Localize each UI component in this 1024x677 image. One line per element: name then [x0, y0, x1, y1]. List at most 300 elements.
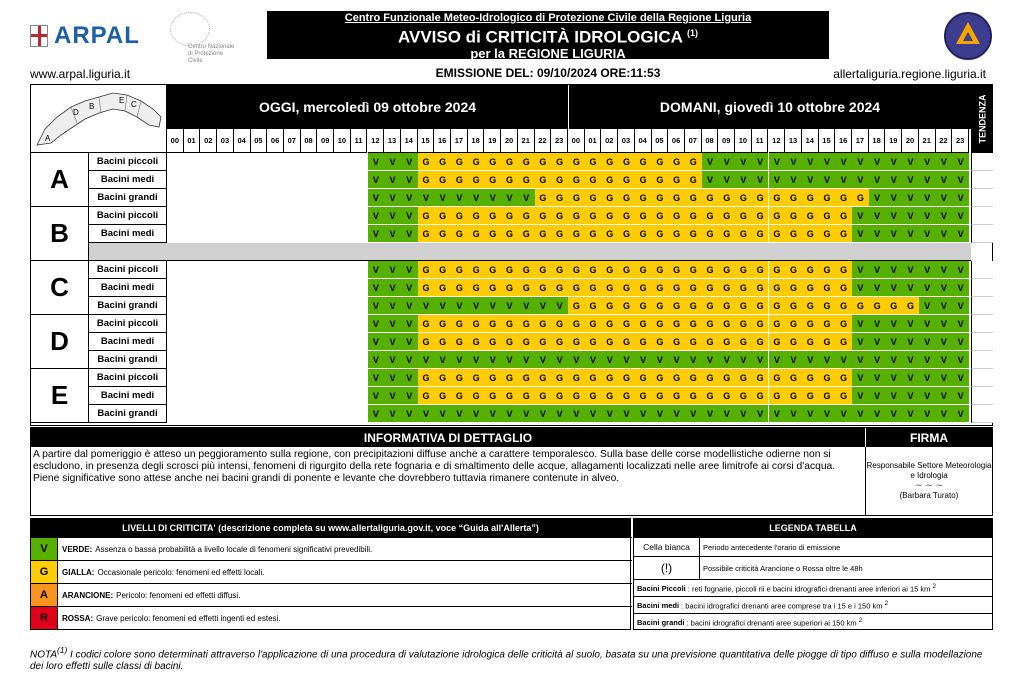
alert-cell — [234, 333, 251, 351]
alert-cell: G — [501, 225, 518, 243]
hour-header: 19 — [885, 129, 902, 153]
day-header-tomorrow: DOMANI, giovedì 10 ottobre 2024 — [569, 85, 971, 129]
alert-cell: V — [952, 369, 969, 387]
alert-cell: G — [635, 333, 652, 351]
alert-cell: V — [401, 387, 418, 405]
alert-cell: V — [702, 171, 719, 189]
alert-cell: V — [919, 333, 936, 351]
alert-cell: G — [601, 207, 618, 225]
alert-cell: G — [451, 171, 468, 189]
title-text: AVVISO di CRITICITÀ IDROLOGICA — [397, 27, 683, 47]
alert-row — [167, 225, 969, 243]
alert-cell: V — [952, 405, 969, 423]
alert-cell: V — [852, 207, 869, 225]
alert-cell: V — [919, 405, 936, 423]
alert-cell: G — [451, 261, 468, 279]
legend-piccoli-desc: : reti fognarie, piccoli rii e bacini idrografici drenanti aree inferiori ai 15 km — [687, 584, 931, 594]
alert-cell: G — [835, 297, 852, 315]
alert-cell: V — [852, 225, 869, 243]
basin-label: Bacini medi — [89, 279, 167, 297]
alert-cell: V — [919, 369, 936, 387]
alert-cell: G — [785, 315, 802, 333]
alert-cell: G — [568, 207, 585, 225]
alert-cell: G — [451, 387, 468, 405]
alert-cell — [167, 261, 184, 279]
alert-cell: V — [852, 261, 869, 279]
alert-cell: G — [451, 279, 468, 297]
alert-cell: V — [936, 315, 953, 333]
alert-cell — [167, 315, 184, 333]
liguria-map-icon — [33, 87, 165, 151]
alert-cell: V — [852, 351, 869, 369]
alert-cell — [200, 279, 217, 297]
legend-row-grandi — [634, 613, 992, 630]
alert-cell: G — [735, 189, 752, 207]
alert-cell: V — [885, 369, 902, 387]
alert-cell: V — [952, 279, 969, 297]
alert-row — [167, 315, 969, 333]
alert-cell — [317, 207, 334, 225]
alert-cell — [200, 189, 217, 207]
alert-cell: G — [418, 225, 435, 243]
basin-label: Bacini grandi — [89, 351, 167, 369]
alert-cell: V — [568, 405, 585, 423]
alert-cell — [351, 387, 368, 405]
alert-cell: G — [785, 207, 802, 225]
alert-cell — [317, 225, 334, 243]
alert-cell — [267, 315, 284, 333]
hour-header: 08 — [301, 129, 318, 153]
alert-cell — [351, 405, 368, 423]
alert-cell: G — [702, 261, 719, 279]
alert-cell: V — [819, 153, 836, 171]
alert-cell: G — [668, 369, 685, 387]
alert-cell: G — [585, 189, 602, 207]
alert-cell — [184, 189, 201, 207]
alert-cell — [301, 153, 318, 171]
alert-cell: G — [668, 297, 685, 315]
hour-header: 09 — [317, 129, 334, 153]
alert-cell — [267, 279, 284, 297]
alert-cell: G — [535, 315, 552, 333]
alert-cell: V — [601, 351, 618, 369]
level-row — [31, 583, 632, 606]
alert-cell: V — [384, 225, 401, 243]
alert-cell: V — [869, 369, 886, 387]
alert-cell — [351, 189, 368, 207]
alert-cell: G — [635, 153, 652, 171]
alert-cell: V — [401, 153, 418, 171]
alert-cell: G — [484, 207, 501, 225]
map-label-d: D — [73, 108, 79, 117]
alert-cell: G — [501, 315, 518, 333]
alert-cell: G — [752, 261, 769, 279]
alert-cell: G — [702, 297, 719, 315]
alert-cell — [200, 351, 217, 369]
tendenza-cell — [971, 225, 993, 243]
alert-cell: G — [752, 315, 769, 333]
alert-cell: V — [869, 207, 886, 225]
hour-header: 12 — [368, 129, 385, 153]
alert-cell — [167, 207, 184, 225]
alert-cell: V — [919, 261, 936, 279]
alert-cell: V — [368, 387, 385, 405]
alert-cell: V — [869, 315, 886, 333]
alert-cell: V — [568, 351, 585, 369]
hour-header: 17 — [451, 129, 468, 153]
hour-header: 00 — [568, 129, 585, 153]
alert-cell: G — [869, 297, 886, 315]
alert-cell: G — [618, 189, 635, 207]
alert-cell: G — [518, 369, 535, 387]
alert-cell: G — [434, 171, 451, 189]
alert-cell: G — [702, 207, 719, 225]
alert-cell: G — [535, 387, 552, 405]
alert-cell: G — [802, 369, 819, 387]
alert-cell: G — [434, 369, 451, 387]
alert-cell — [284, 225, 301, 243]
alert-cell: G — [785, 279, 802, 297]
hour-header: 11 — [752, 129, 769, 153]
alert-cell: G — [802, 261, 819, 279]
alert-cell — [334, 189, 351, 207]
tendenza-cell — [971, 369, 993, 387]
alert-cell: V — [401, 315, 418, 333]
alert-cell: G — [568, 369, 585, 387]
alert-cell: G — [685, 279, 702, 297]
hour-header: 22 — [936, 129, 953, 153]
alert-cell — [351, 153, 368, 171]
alert-cell: G — [835, 315, 852, 333]
alert-cell: V — [635, 351, 652, 369]
basin-label: Bacini medi — [89, 333, 167, 351]
hour-header: 17 — [852, 129, 869, 153]
hour-header: 16 — [835, 129, 852, 153]
tendenza-cell — [971, 261, 993, 279]
alert-cell — [234, 279, 251, 297]
alert-cell — [184, 387, 201, 405]
alert-cell: G — [551, 189, 568, 207]
alert-cell: V — [551, 405, 568, 423]
alert-cell: G — [819, 297, 836, 315]
alert-cell: V — [936, 387, 953, 405]
hour-header: 14 — [401, 129, 418, 153]
alert-cell: V — [885, 387, 902, 405]
alert-cell: V — [484, 189, 501, 207]
alert-cell: G — [618, 153, 635, 171]
alert-cell: V — [902, 405, 919, 423]
alert-cell: G — [551, 261, 568, 279]
alert-cell: G — [785, 189, 802, 207]
alert-cell: V — [785, 171, 802, 189]
alert-cell: G — [585, 261, 602, 279]
alert-cell: V — [384, 369, 401, 387]
alert-cell: V — [902, 261, 919, 279]
tendenza-header — [971, 85, 993, 153]
alert-cell: V — [368, 315, 385, 333]
alert-cell: V — [401, 405, 418, 423]
alert-cell — [267, 225, 284, 243]
hour-header: 09 — [718, 129, 735, 153]
alert-row — [167, 297, 969, 315]
alert-cell: V — [468, 405, 485, 423]
alert-cell: V — [601, 405, 618, 423]
alert-cell: G — [785, 261, 802, 279]
alert-cell: G — [635, 279, 652, 297]
alert-cell — [217, 333, 234, 351]
alert-cell: G — [819, 189, 836, 207]
alert-cell: V — [952, 387, 969, 405]
alert-cell: V — [368, 333, 385, 351]
alert-cell: G — [835, 207, 852, 225]
legend-medi-desc: : bacini idrografici drenanti aree comprese tra i 15 e i 150 km — [681, 601, 883, 611]
zone-label: C — [31, 261, 89, 315]
hour-header: 01 — [184, 129, 201, 153]
alert-cell — [301, 351, 318, 369]
alert-cell: V — [384, 333, 401, 351]
alert-row — [167, 153, 969, 171]
criticality-levels — [30, 518, 631, 630]
alert-cell: G — [601, 387, 618, 405]
alert-cell: V — [401, 171, 418, 189]
alert-cell: V — [769, 153, 786, 171]
alert-cell — [334, 405, 351, 423]
alert-cell: V — [401, 225, 418, 243]
alert-cell: V — [484, 405, 501, 423]
legend-desc-white: Periodo antecedente l'orario di emissione — [703, 542, 841, 552]
alert-cell — [334, 297, 351, 315]
alert-cell: V — [468, 351, 485, 369]
alert-cell: G — [718, 279, 735, 297]
alert-cell — [334, 369, 351, 387]
alert-cell: G — [618, 315, 635, 333]
alert-cell: V — [384, 387, 401, 405]
alert-cell: V — [368, 153, 385, 171]
alert-cell: G — [451, 207, 468, 225]
alert-cell: V — [368, 207, 385, 225]
alert-cell: V — [936, 207, 953, 225]
alert-cell: V — [835, 405, 852, 423]
alert-cell: V — [885, 333, 902, 351]
alert-cell: V — [652, 351, 669, 369]
alert-cell — [217, 225, 234, 243]
alert-cell: G — [718, 225, 735, 243]
map-label-a: A — [45, 134, 51, 143]
alert-cell: G — [769, 297, 786, 315]
alert-cell: G — [568, 189, 585, 207]
alert-cell — [234, 297, 251, 315]
hour-header: 22 — [535, 129, 552, 153]
alert-cell: G — [568, 261, 585, 279]
alert-cell: G — [618, 225, 635, 243]
alert-row — [167, 351, 969, 369]
alert-cell: V — [852, 333, 869, 351]
signer-role: Responsabile Settore Meteorologia e Idrologia — [866, 461, 992, 480]
alert-cell: V — [368, 279, 385, 297]
alert-cell: G — [819, 387, 836, 405]
alert-cell — [317, 333, 334, 351]
map-label-b: B — [89, 102, 95, 111]
alert-cell: G — [518, 225, 535, 243]
alert-cell: V — [819, 351, 836, 369]
alert-cell: V — [802, 171, 819, 189]
hour-header: 10 — [334, 129, 351, 153]
alert-cell: G — [835, 225, 852, 243]
alert-cell — [267, 171, 284, 189]
alert-cell: G — [752, 297, 769, 315]
alert-cell: G — [668, 261, 685, 279]
alert-cell: V — [869, 171, 886, 189]
alert-cell: G — [468, 207, 485, 225]
exclamation-icon: (!) — [634, 557, 700, 579]
alert-cell: G — [819, 207, 836, 225]
alert-cell: G — [418, 333, 435, 351]
alert-cell: V — [384, 261, 401, 279]
alert-cell: G — [735, 297, 752, 315]
level-row — [31, 537, 632, 560]
alert-cell — [200, 153, 217, 171]
level-desc: Occasionale pericolo: fenomeni ed effetti locali. — [97, 567, 265, 577]
alert-cell — [301, 261, 318, 279]
alert-cell: V — [401, 261, 418, 279]
alert-cell: G — [769, 387, 786, 405]
alert-cell — [267, 369, 284, 387]
alert-cell: G — [418, 171, 435, 189]
alert-cell — [167, 351, 184, 369]
alert-cell: G — [618, 207, 635, 225]
alert-cell: V — [384, 153, 401, 171]
alert-cell: V — [835, 153, 852, 171]
level-name: ARANCIONE: — [62, 590, 114, 600]
levels-header: LIVELLI DI CRITICITA' (descrizione completa su www.allertaliguria.gov.it, voce “Guida all'Allerta”) — [31, 519, 630, 537]
liguria-zone-map — [31, 85, 167, 153]
alert-cell: G — [434, 279, 451, 297]
alert-cell: V — [936, 279, 953, 297]
alert-cell: G — [551, 315, 568, 333]
alert-cell: V — [852, 153, 869, 171]
tendenza-cell — [971, 153, 993, 171]
pc-logo-text: Centro Nazionale di Protezione Civile — [188, 44, 235, 64]
alert-cell: G — [652, 261, 669, 279]
alert-cell: V — [919, 189, 936, 207]
alert-cell: G — [434, 387, 451, 405]
alert-cell: V — [919, 351, 936, 369]
alert-cell: G — [535, 189, 552, 207]
alert-cell: G — [585, 297, 602, 315]
level-code: A — [31, 584, 58, 606]
alert-cell: V — [368, 261, 385, 279]
alert-cell: G — [785, 333, 802, 351]
alert-cell: V — [618, 405, 635, 423]
alert-cell — [351, 369, 368, 387]
alert-cell: V — [752, 351, 769, 369]
alert-cell: V — [735, 153, 752, 171]
alert-cell — [251, 351, 268, 369]
alert-cell: G — [769, 189, 786, 207]
alert-cell: G — [618, 261, 635, 279]
alert-cell: V — [919, 387, 936, 405]
alert-cell: V — [702, 405, 719, 423]
legend-grandi-desc: : bacini idrografici drenanti aree superiori ai 150 km — [686, 618, 857, 628]
alert-cell: G — [769, 315, 786, 333]
alert-cell: V — [936, 351, 953, 369]
hour-header: 00 — [167, 129, 184, 153]
alert-cell: G — [568, 153, 585, 171]
alert-cell — [301, 189, 318, 207]
alert-cell — [301, 171, 318, 189]
alert-cell: G — [568, 225, 585, 243]
alert-cell: V — [718, 351, 735, 369]
alert-cell — [234, 189, 251, 207]
alert-cell — [184, 315, 201, 333]
alert-cell: V — [384, 315, 401, 333]
hour-header: 02 — [601, 129, 618, 153]
alert-cell: G — [652, 225, 669, 243]
alert-cell — [200, 405, 217, 423]
title-box — [267, 11, 829, 59]
level-code: G — [31, 561, 58, 583]
alert-cell: G — [585, 387, 602, 405]
legend-row-excl — [634, 556, 992, 579]
alert-cell: G — [835, 261, 852, 279]
alert-cell — [200, 225, 217, 243]
alert-cell: G — [852, 297, 869, 315]
alert-cell: V — [451, 405, 468, 423]
hour-header: 10 — [735, 129, 752, 153]
alert-cell: V — [869, 279, 886, 297]
alert-cell: V — [535, 351, 552, 369]
alert-cell: V — [952, 297, 969, 315]
alert-cell: G — [819, 225, 836, 243]
alert-cell: G — [819, 369, 836, 387]
alert-cell: G — [685, 261, 702, 279]
tendenza-cell — [971, 171, 993, 189]
footnote-label: NOTA — [30, 649, 58, 661]
alert-cell: V — [735, 171, 752, 189]
alert-cell: G — [418, 153, 435, 171]
legend-desc-excl: Possibile criticità Arancione o Rossa oltre le 48h — [703, 563, 863, 573]
alert-cell: G — [668, 225, 685, 243]
alert-cell — [334, 261, 351, 279]
level-desc: Assenza o bassa probabilità a livello locale di fenomeni significativi prevedibili. — [95, 544, 373, 554]
alert-cell: V — [434, 351, 451, 369]
alert-cell: G — [535, 279, 552, 297]
alert-cell: G — [702, 315, 719, 333]
alert-cell: G — [601, 189, 618, 207]
alert-cell: G — [769, 261, 786, 279]
alert-cell: V — [685, 405, 702, 423]
alert-cell: V — [702, 351, 719, 369]
alert-cell: G — [618, 171, 635, 189]
alert-cell: V — [852, 387, 869, 405]
info-header: INFORMATIVA DI DETTAGLIO — [31, 428, 865, 447]
alert-cell: V — [418, 297, 435, 315]
legend-row-medi — [634, 596, 992, 613]
alert-cell: G — [718, 297, 735, 315]
basin-label: Bacini medi — [89, 171, 167, 189]
hour-header: 06 — [267, 129, 284, 153]
hour-header: 08 — [702, 129, 719, 153]
alert-cell: G — [635, 225, 652, 243]
alert-cell: G — [635, 387, 652, 405]
alert-cell: G — [501, 261, 518, 279]
alert-cell: G — [668, 315, 685, 333]
alert-cell: V — [919, 315, 936, 333]
alert-cell: G — [468, 279, 485, 297]
tendenza-cell — [971, 279, 993, 297]
alert-cell — [284, 171, 301, 189]
alert-cell: G — [685, 333, 702, 351]
